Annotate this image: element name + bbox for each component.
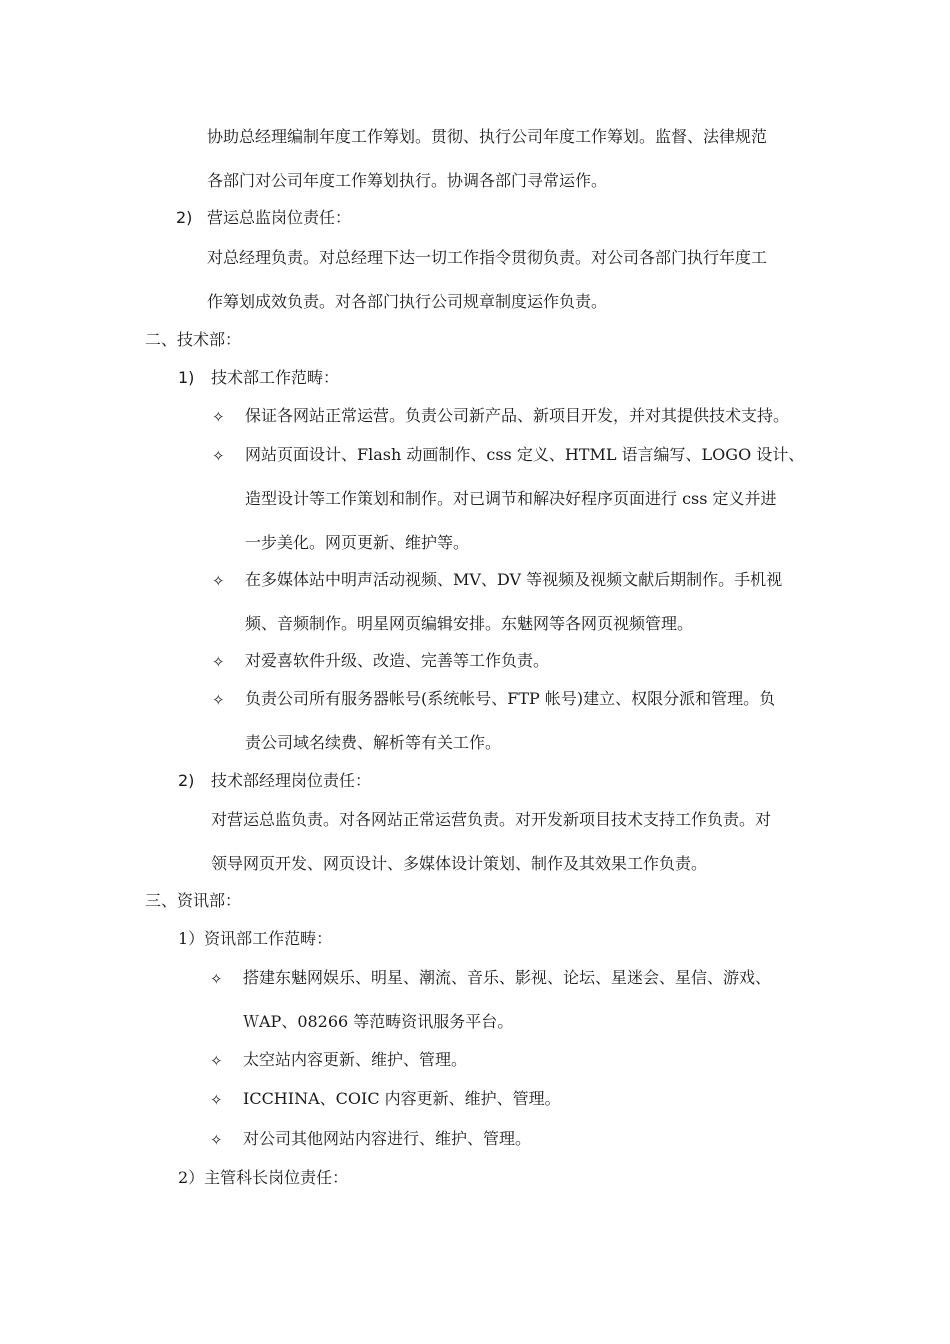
bullet-text: 负责公司所有服务器帐号(系统帐号、FTP 帐号)建立、权限分派和管理。负 <box>245 689 776 708</box>
bullet-text: 对公司其他网站内容进行、维护、管理。 <box>243 1129 532 1148</box>
bullet-icon: ✧ <box>212 408 225 426</box>
bullet-icon: ✧ <box>210 1091 223 1109</box>
bullet-icon: ✧ <box>212 572 225 590</box>
section-heading-info: 三、资讯部： <box>145 891 242 910</box>
bullet-text: 对爱喜软件升级、改造、完善等工作负责。 <box>245 651 550 670</box>
item-text-line: 作筹划成效负责。对各部门执行公司规章制度运作负责。 <box>207 292 608 311</box>
sub-number: 1) <box>178 368 195 387</box>
sub-title: 2）主管科长岗位责任： <box>178 1168 349 1187</box>
bullet-text: 一步美化。网页更新、维护等。 <box>245 533 470 552</box>
bullet-text: 责公司域名续费、解析等有关工作。 <box>245 733 502 752</box>
bullet-text: ＷAP、08266 等范畴资讯服务平台。 <box>243 1012 514 1031</box>
bullet-icon: ✧ <box>212 447 225 465</box>
bullet-text: 太空站内容更新、维护、管理。 <box>243 1050 468 1069</box>
bullet-icon: ✧ <box>210 970 223 988</box>
bullet-text: 频、音频制作。明星网页编辑安排。东魅网等各网页视频管理。 <box>245 614 694 633</box>
bullet-text: 在多媒体站中明声活动视频、MV、DV 等视频及视频文献后期制作。手机视 <box>245 570 783 589</box>
bullet-text: 保证各网站正常运营。负责公司新产品、新项目开发，并对其提供技术支持。 <box>245 406 790 425</box>
sub-text-line: 领导网页开发、网页设计、多媒体设计策划、制作及其效果工作负责。 <box>211 854 708 873</box>
bullet-icon: ✧ <box>212 691 225 709</box>
item-number: 2) <box>176 208 193 227</box>
bullet-icon: ✧ <box>210 1052 223 1070</box>
intro-line-2: 各部门对公司年度工作筹划执行。协调各部门寻常运作。 <box>207 171 608 190</box>
bullet-icon: ✧ <box>210 1131 223 1149</box>
item-text-line: 对总经理负责。对总经理下达一切工作指令贯彻负责。对公司各部门执行年度工 <box>207 248 768 267</box>
sub-title: 1）资讯部工作范畴： <box>178 929 333 948</box>
bullet-icon: ✧ <box>212 653 225 671</box>
item-title: 营运总监岗位责任： <box>207 208 352 227</box>
sub-title: 技术部经理岗位责任： <box>211 771 372 790</box>
bullet-text: ICCHINA、COIC 内容更新、维护、管理。 <box>243 1089 561 1108</box>
bullet-text: 造型设计等工作策划和制作。对已调节和解决好程序页面进行 css 定义并进 <box>245 489 777 508</box>
bullet-text: 网站页面设计、Flash 动画制作、css 定义、HTML 语言编写、LOGO 设计、 <box>245 445 805 464</box>
sub-title: 技术部工作范畴： <box>211 368 340 387</box>
sub-text-line: 对营运总监负责。对各网站正常运营负责。对开发新项目技术支持工作负责。对 <box>211 810 772 829</box>
bullet-text: 搭建东魅网娱乐、明星、潮流、音乐、影视、论坛、星迷会、星信、游戏、 <box>243 968 772 987</box>
sub-number: 2) <box>178 771 195 790</box>
section-heading-tech: 二、技术部： <box>145 330 242 349</box>
intro-line-1: 协助总经理编制年度工作筹划。贯彻、执行公司年度工作筹划。监督、法律规范 <box>207 127 768 146</box>
